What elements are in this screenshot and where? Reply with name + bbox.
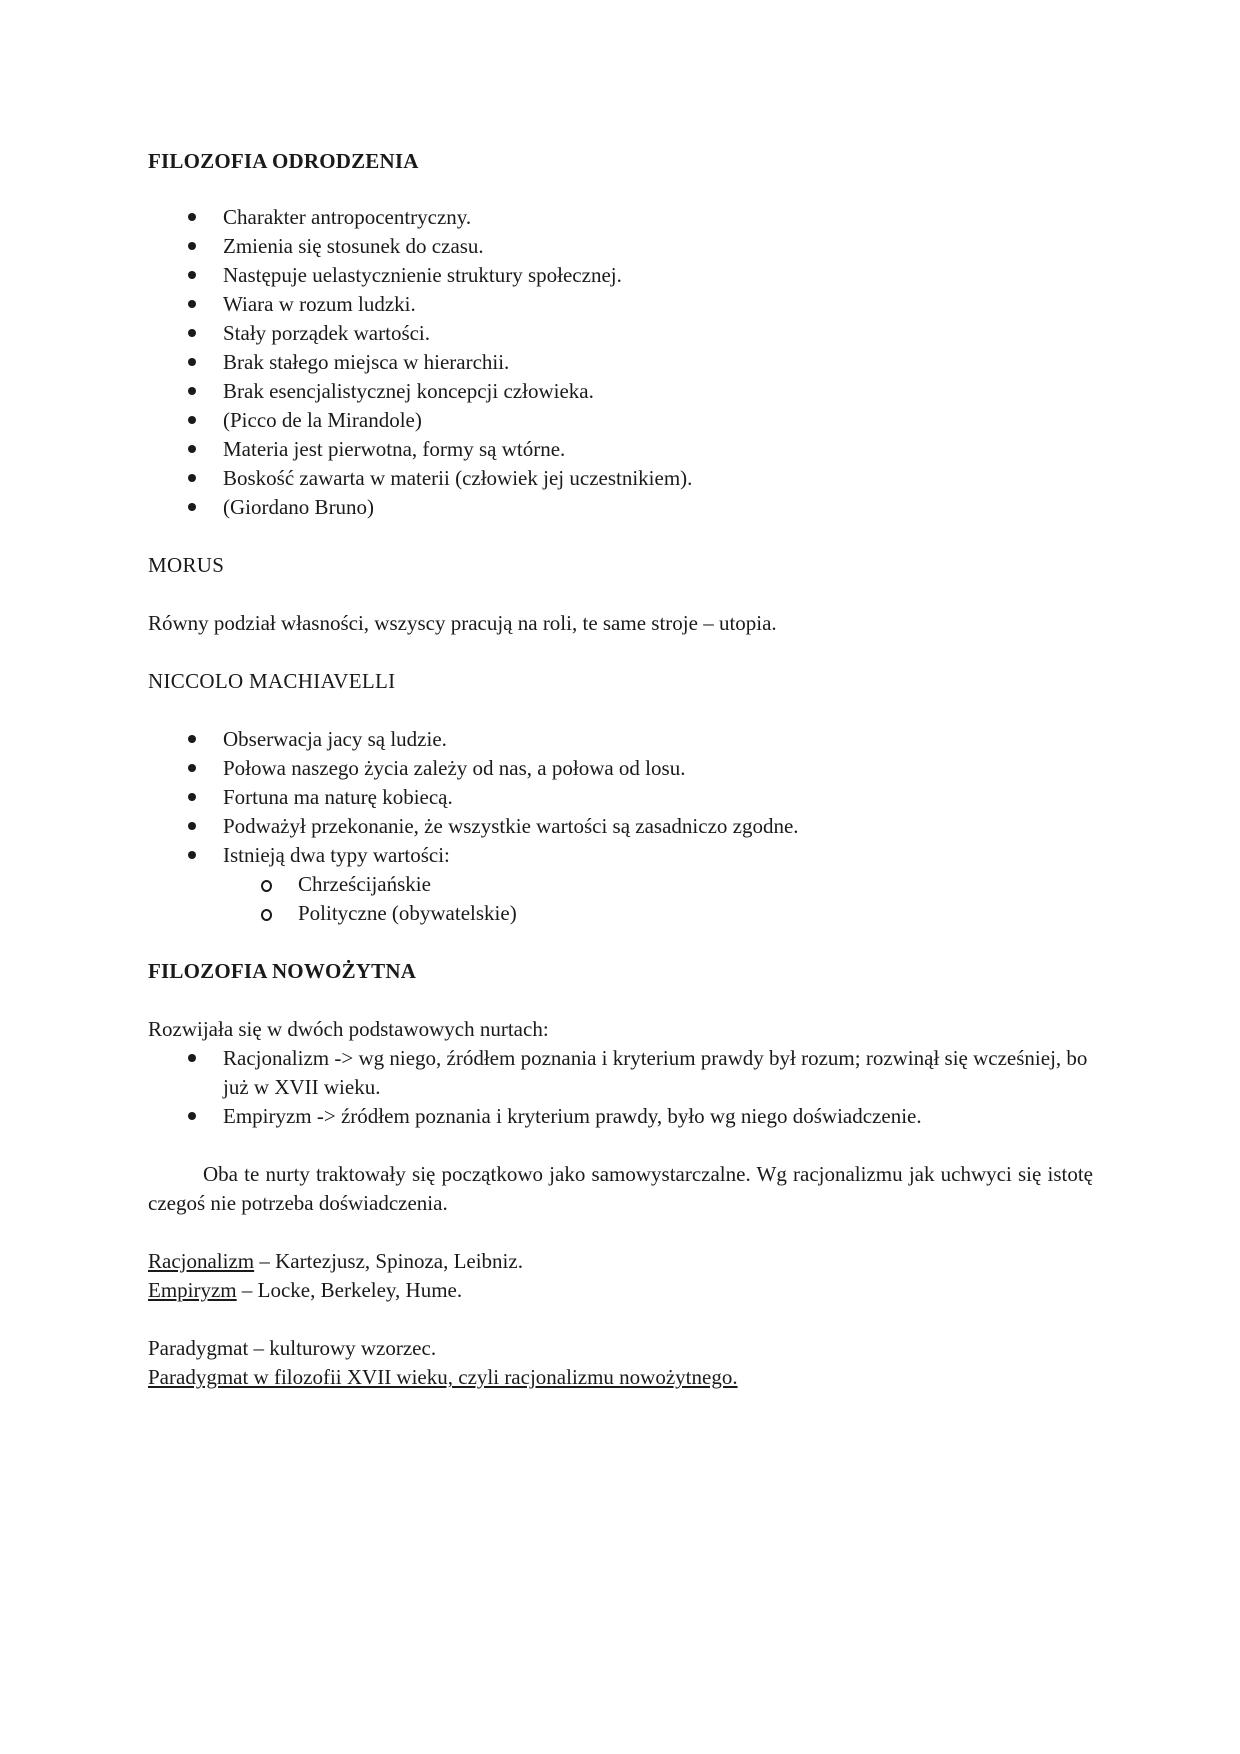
bullet-icon xyxy=(188,735,196,743)
bullet-icon xyxy=(188,1054,196,1062)
section2-paragraph: Oba te nurty traktowały się początkowo jako samowystarczalne. Wg racjonalizmu jak uchwyci się istotę czegoś nie potrzeba doświadczenia. xyxy=(148,1162,1093,1215)
list-item-text: Stały porządek wartości. xyxy=(223,321,431,345)
bullet-icon xyxy=(188,242,196,250)
empiricism-line xyxy=(148,1276,1093,1305)
circle-bullet-icon xyxy=(261,880,272,892)
list-item-text: Fortuna ma naturę kobiecą. xyxy=(223,785,453,809)
list-item-text: Obserwacja jacy są ludzie. xyxy=(223,727,447,751)
list-item xyxy=(148,783,1093,812)
list-item xyxy=(148,203,1093,232)
list-item xyxy=(148,1044,1093,1102)
bullet-icon xyxy=(188,445,196,453)
list-item xyxy=(148,290,1093,319)
list-item xyxy=(148,754,1093,783)
bullet-icon xyxy=(188,271,196,279)
sub-list-item xyxy=(148,870,1093,899)
list-item-text: Empiryzm -> źródłem poznania i kryterium prawdy, było wg niego doświadczenie. xyxy=(223,1104,922,1128)
list-item-text: Połowa naszego życia zależy od nas, a połowa od losu. xyxy=(223,756,686,780)
list-item-text: (Picco de la Mirandole) xyxy=(223,408,422,432)
bullet-icon xyxy=(188,416,196,424)
morus-text: Równy podział własności, wszyscy pracują na roli, te same stroje – utopia. xyxy=(148,611,777,635)
bullet-icon xyxy=(188,474,196,482)
rationalism-term: Racjonalizm xyxy=(148,1249,255,1273)
list-item xyxy=(148,406,1093,435)
bullet-icon xyxy=(188,851,196,859)
list-item-text: (Giordano Bruno) xyxy=(223,495,375,519)
bullet-icon xyxy=(188,387,196,395)
section-title-filozofia-nowozytna: FILOZOFIA NOWOŻYTNA xyxy=(148,959,417,983)
section-title-machiavelli: NICCOLO MACHIAVELLI xyxy=(148,669,396,693)
bullet-icon xyxy=(188,358,196,366)
paradigm-note: Paradygmat w filozofii XVII wieku, czyli racjonalizmu nowożytnego. xyxy=(148,1365,738,1389)
list-item xyxy=(148,261,1093,290)
sub-list-values xyxy=(148,870,1093,928)
list-item xyxy=(148,464,1093,493)
list-item xyxy=(148,319,1093,348)
list-item-text: Następuje uelastycznienie struktury społecznej. xyxy=(223,263,622,287)
list-item-text: Charakter antropocentryczny. xyxy=(223,205,472,229)
section2-intro: Rozwijała się w dwóch podstawowych nurtach: xyxy=(148,1017,549,1041)
bullet-icon xyxy=(188,822,196,830)
bullet-icon xyxy=(188,329,196,337)
empiricism-term: Empiryzm xyxy=(148,1278,237,1302)
list-item xyxy=(148,1102,1093,1131)
circle-bullet-icon xyxy=(261,909,272,921)
bullet-icon xyxy=(188,764,196,772)
bullet-list-nowozytna xyxy=(148,1044,1093,1131)
document-body xyxy=(148,147,1093,1392)
list-item xyxy=(148,493,1093,522)
list-item xyxy=(148,348,1093,377)
list-item-text: Boskość zawarta w materii (człowiek jej uczestnikiem). xyxy=(223,466,693,490)
sub-list-item-text: Chrześcijańskie xyxy=(298,872,431,896)
rationalism-line xyxy=(148,1247,1093,1276)
list-item-text: Brak esencjalistycznej koncepcji człowieka. xyxy=(223,379,594,403)
list-item-text: Racjonalizm -> wg niego, źródłem poznania i kryterium prawdy był rozum; rozwinął się wcześniej, bo już w XVII wieku. xyxy=(223,1046,1088,1099)
bullet-icon xyxy=(188,213,196,221)
bullet-list-machiavelli xyxy=(148,725,1093,928)
bullet-icon xyxy=(188,1112,196,1120)
paradigm-definition: Paradygmat – kulturowy wzorzec. xyxy=(148,1336,437,1360)
list-item-text: Wiara w rozum ludzki. xyxy=(223,292,416,316)
section-title-morus: MORUS xyxy=(148,553,225,577)
list-item-text: Brak stałego miejsca w hierarchii. xyxy=(223,350,510,374)
section-title-filozofia-odrodzenia: FILOZOFIA ODRODZENIA xyxy=(148,149,419,173)
list-item-text: Materia jest pierwotna, formy są wtórne. xyxy=(223,437,566,461)
list-item xyxy=(148,435,1093,464)
bullet-list-odrodzenia xyxy=(148,203,1093,522)
list-item xyxy=(148,377,1093,406)
bullet-icon xyxy=(188,503,196,511)
list-item xyxy=(148,725,1093,754)
list-item xyxy=(148,232,1093,261)
empiricism-names: – Locke, Berkeley, Hume. xyxy=(236,1278,463,1302)
rationalism-names: – Kartezjusz, Spinoza, Leibniz. xyxy=(254,1249,523,1273)
bullet-icon xyxy=(188,793,196,801)
sub-list-item-text: Polityczne (obywatelskie) xyxy=(298,901,517,925)
list-item xyxy=(148,841,1093,928)
bullet-icon xyxy=(188,300,196,308)
list-item-text: Zmienia się stosunek do czasu. xyxy=(223,234,484,258)
list-item xyxy=(148,812,1093,841)
list-item-text: Istnieją dwa typy wartości: xyxy=(223,843,450,867)
list-item-text: Podważył przekonanie, że wszystkie wartości są zasadniczo zgodne. xyxy=(223,814,799,838)
sub-list-item xyxy=(148,899,1093,928)
